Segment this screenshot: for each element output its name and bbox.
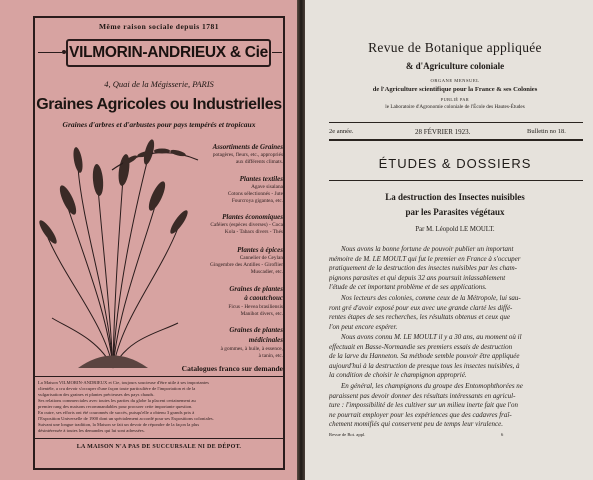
- journal-title: Revue de Botanique appliquée: [368, 40, 542, 55]
- header-rule: [329, 122, 583, 123]
- divider: [35, 376, 283, 377]
- section-rule: [329, 180, 583, 181]
- paragraph-line: la condition de choisir le champignon approprié.: [329, 371, 467, 379]
- fine-print-line: clientèle, a cru devoir s'occuper d'une façon toute particulière de l'importation et de la: [38, 386, 196, 391]
- headline: Graines Agricoles ou Industrielles: [36, 96, 282, 113]
- year-label: 2e année.: [329, 128, 354, 135]
- ornament-line-right: [272, 52, 282, 53]
- category-item: Agave sisalana: [251, 184, 283, 190]
- fine-print-line: premier rang des maisons recommandables pour procurer cette importante question.: [38, 404, 193, 409]
- since-text: Même raison sociale depuis 1781: [98, 22, 220, 31]
- catalogues-text: Catalogues franco sur demande: [181, 364, 283, 373]
- category-item: à tanin, etc.: [258, 353, 283, 359]
- paragraph-line: ne pourrait employer pour les expériences que des cadavres fraî-: [329, 410, 512, 419]
- divider: [35, 438, 283, 439]
- paragraph-line: effectuait en Basse-Normandie ses premiers essais de destruction: [329, 342, 513, 351]
- paragraph-line: mémoire de M. LE MOULT qui fut le premier en France à s'occuper: [329, 254, 521, 263]
- fine-print-line: La Maison VILMORIN-ANDRIEUX et Cie, toujours soucieuse d'être utile à ses importantes: [38, 380, 209, 385]
- paragraph-line: En général, les champignons du groupe des Entomophthorées ne: [341, 382, 523, 390]
- article-author: Par M. Léopold LE MOULT.: [415, 226, 495, 233]
- ad-footer: LA MAISON N'A PAS DE SUCCURSALE NI DE DÉPOT.: [76, 444, 242, 450]
- category-item: Kola - Tabacs divers - Thés: [224, 229, 283, 235]
- category-item: Cotons sélectionnés - Jute: [227, 191, 283, 197]
- paragraph-line: l'on peut encore espérer.: [329, 322, 398, 331]
- category-title: médicinales: [248, 336, 283, 344]
- category-title: Plantes textiles: [239, 175, 283, 183]
- category-title: Plantes économiques: [222, 213, 283, 221]
- journal-subtitle: & d'Agriculture coloniale: [405, 61, 505, 71]
- category-item: Caféiers (espèces diverses) - Coca: [210, 222, 283, 228]
- brand-name: VILMORIN-ANDRIEUX & Cie: [69, 44, 268, 61]
- paragraph-line: Nous avons connu M. LE MOULT il y a 30 ans, au moment où il: [341, 333, 522, 341]
- paragraph-line: aujourd'hui à la destruction de presque tous les insectes nuisibles, à: [329, 361, 520, 370]
- category-item: Muscadier, etc.: [250, 269, 283, 275]
- category-item: Manihot divers, etc.: [240, 311, 283, 317]
- journal-page: [305, 0, 593, 480]
- section-heading: ÉTUDES & DOSSIERS: [378, 156, 532, 171]
- bulletin-number: Bulletin no 18.: [527, 128, 566, 135]
- subheadline: Graines d'arbres et d'arbustes pour pays tempérés et tropicaux: [62, 120, 256, 129]
- paragraph-line: chement momifiés qui conservent peu de temps leur virulence.: [329, 420, 503, 428]
- paragraph-line: ront gré d'avoir exposé pour eux avec une grande clarté les diffé-: [329, 303, 513, 312]
- ornament-line-left: [38, 52, 62, 53]
- category-item: à gommes, à huile, à essence,: [220, 346, 283, 352]
- category-item: Ficus - Hevea brasiliensis: [228, 304, 283, 310]
- header-rule: [329, 139, 583, 141]
- article-title-line-1: La destruction des Insectes nuisibles: [385, 192, 525, 202]
- category-title: Graines de plantes: [229, 285, 283, 293]
- footer-journal-abbrev: Revue de Bot. appl.: [329, 432, 366, 437]
- issue-date: 28 FÉVRIER 1923.: [415, 128, 471, 136]
- organ-label: ORGANE MENSUEL: [430, 78, 480, 83]
- article-title-line-2: par les Parasites végétaux: [405, 207, 505, 217]
- paragraph-line: rentes étapes de ses recherches, les résultats obtenus et ceux que: [329, 313, 510, 321]
- paragraph-line: l'étude de cet important problème et de ses applications.: [329, 283, 487, 291]
- fine-print-line: En outre, ses efforts ont été couronnés de succès, puisqu'elle a obtenu 3 grands prix à: [38, 410, 195, 415]
- category-item: Cannelier de Ceylan: [239, 255, 283, 261]
- published-by-label: PUBLIÉ PAR: [440, 97, 470, 102]
- category-item: aux différents climats.: [235, 159, 283, 165]
- category-item: Fourcroya gigantea, etc.: [231, 198, 283, 204]
- paragraph-line: paraissent pas devoir donner des résultats intéressants en agricul-: [329, 391, 516, 400]
- paragraph-line: Nos lecteurs des colonies, comme ceux de la Métropole, lui sau-: [341, 294, 521, 302]
- paragraph-line: de la larve du Hanneton. Sa méthode semble pouvoir être appliquée: [329, 352, 520, 360]
- lab-name: le Laboratoire d'Agronomie coloniale de l'École des Hautes-Études: [385, 104, 525, 110]
- fine-print-line: vulgarisation des graines et plantes précieuses des pays chauds.: [38, 392, 155, 397]
- fine-print-line: désintéressée à toutes les demandes qui lui sont adressées.: [38, 428, 145, 433]
- paragraph-line: pignons parasites et qui depuis 32 ans poursuit inlassablement: [329, 273, 506, 282]
- book-gutter: [297, 0, 305, 480]
- paragraph-line: pratiquement de la destruction des insectes nuisibles par les cham-: [329, 264, 517, 272]
- category-item: potagères, fleurs, etc., appropriés: [212, 152, 283, 158]
- paragraph-line: Nous avons la bonne fortune de pouvoir publier un important: [341, 245, 514, 253]
- fine-print-line: Suivant une longue tradition, la Maison se fait un devoir de répondre de la façon la plus: [38, 422, 200, 427]
- organ-of: de l'Agriculture scientifique pour la France & ses Colonies: [372, 86, 538, 93]
- category-title: Assortiments de Graines: [212, 143, 283, 151]
- category-title: à caoutchouc: [244, 294, 283, 302]
- fine-print-line: Ses relations commerciales avec toutes les parties du globe la placent certainement au: [38, 398, 196, 403]
- address: 4, Quai de la Mégisserie, PARIS: [104, 79, 214, 89]
- category-title: Plantes à épices: [237, 246, 283, 254]
- category-title: Graines de plantes: [229, 326, 283, 334]
- category-item: Gingembre des Antilles - Giroflier: [210, 262, 283, 268]
- paragraph-line: ture : l'impossibilité de les cultiver sur un milieu inerte fait que l'on: [329, 401, 518, 409]
- footer-page-number: 6: [501, 432, 504, 437]
- fine-print-line: l'Exposition Universelle de 1900 dont un spécialement accordé pour ses Expositions coloniales.: [38, 416, 214, 421]
